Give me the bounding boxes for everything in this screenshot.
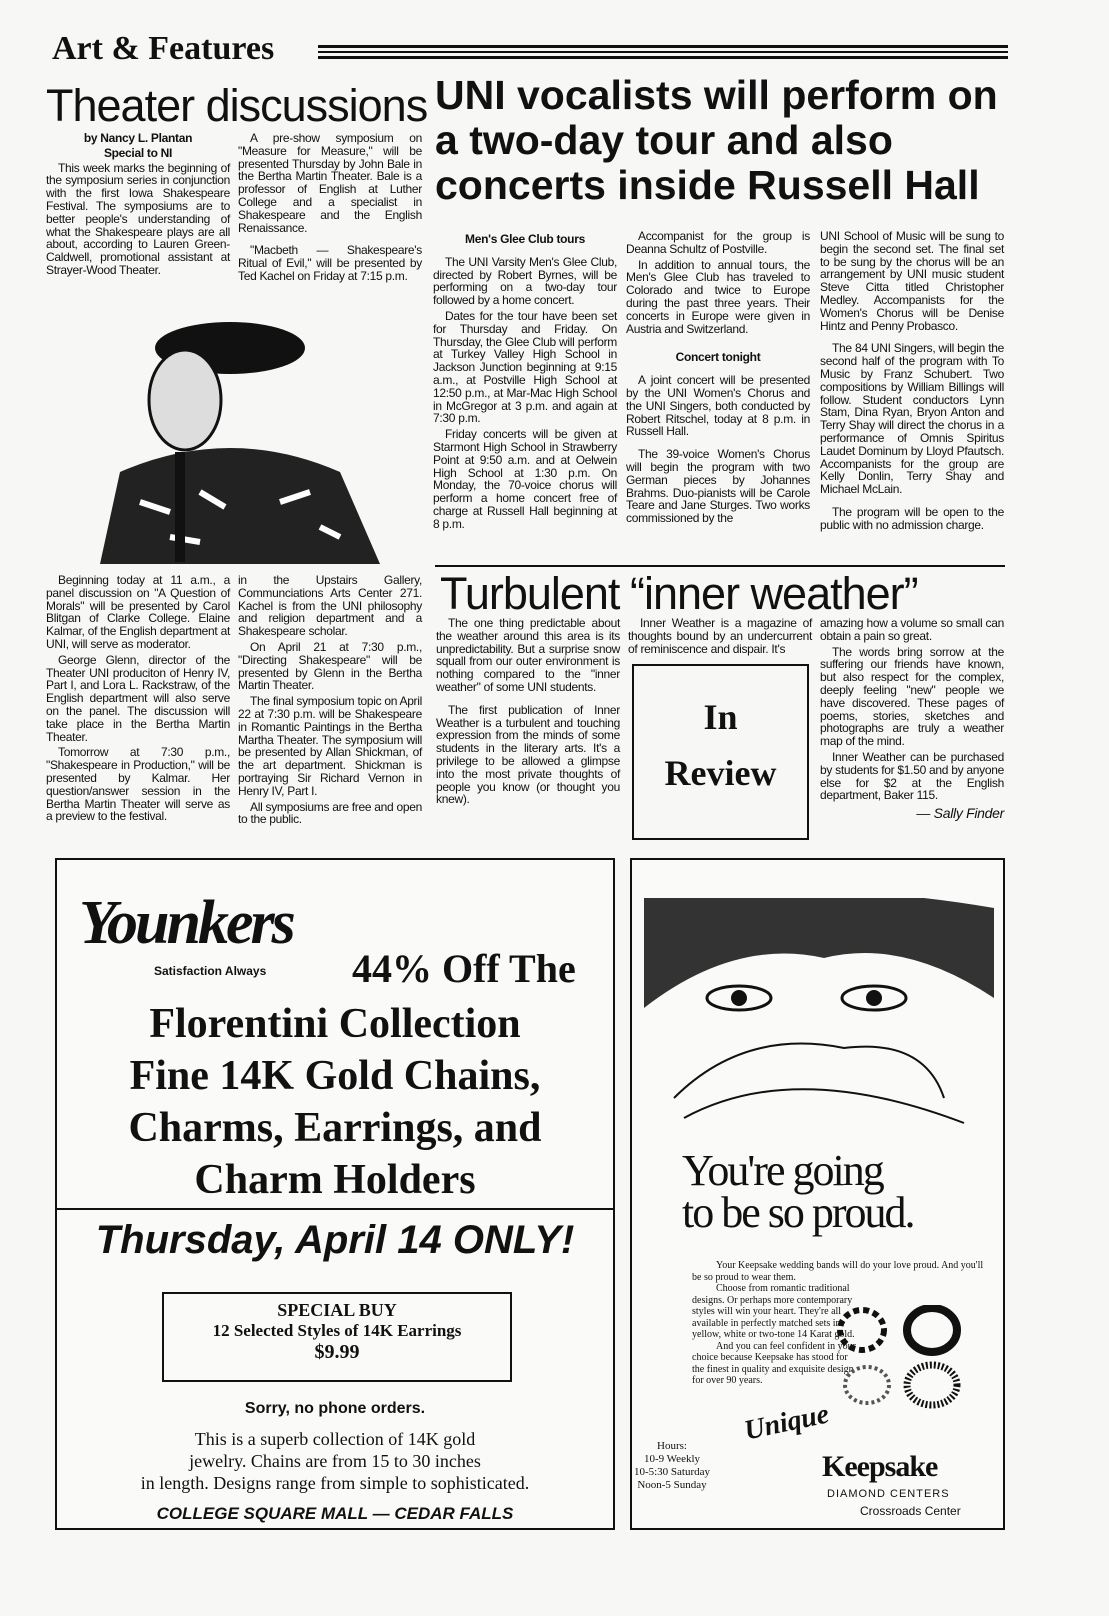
diamond-centers: DIAMOND CENTERS xyxy=(827,1488,950,1500)
theater-headline: Theater discussions xyxy=(46,80,428,131)
paragraph: amazing how a volume so small can obtain a pain so great. xyxy=(820,616,1004,643)
subhead: Concert tonight xyxy=(675,350,761,365)
hours-line: Hours: xyxy=(657,1440,687,1452)
hours-line: 10-5:30 Saturday xyxy=(633,1466,711,1478)
ad-headline: 44% Off The xyxy=(352,946,576,991)
paragraph: Inner Weather can be purchased by students for $1.50 and by anyone else for $2 at the English department, Baker 115. xyxy=(820,749,1004,803)
glee-col-2 xyxy=(626,230,810,528)
paragraph: The 39-voice Women's Chorus will begin the program with two German pieces by Johannes Brahms. Duo-pianists will be Carole Teare and Jane Sturges. Two works commissioned by the xyxy=(626,447,810,526)
ad-headline-line: Fine 14K Gold Chains, xyxy=(129,1053,541,1099)
paragraph: The 84 UNI Singers, will begin the second half of the program with To Music by Franz Schubert. Two compositions by William Billings will follow. Student conductors Lynn Stam, Dina Ryan, Bryon Anton and Terry Shay will direct the chorus in a performance of Omnis Spiritus Laudet Dominum by Lloyd Pfautsch. Accompanists for the group are Kelly Donlin, Terry Shay and Michael McLain. xyxy=(820,341,1004,497)
sale-date: Thursday, April 14 ONLY! xyxy=(95,1218,575,1262)
paragraph: The program will be open to the public with no admission charge. xyxy=(820,504,1004,532)
paragraph: Tomorrow at 7:30 p.m., "Shakespeare in Production," will be presented by Kalmar. Her question/answer session in the Bertha Martin Theater will serve as a preview to the festival. xyxy=(46,745,230,824)
byline: by Nancy L. Plantan xyxy=(83,131,193,145)
special-desc: 12 Selected Styles of 14K Earrings xyxy=(212,1321,462,1340)
theater-col-4 xyxy=(238,574,422,829)
slogan-line: You're going xyxy=(682,1146,883,1195)
ad-headline-lines xyxy=(57,998,613,1206)
desc-line: This is a superb collection of 14K gold xyxy=(194,1429,476,1449)
paragraph: in the Upstairs Gallery, Communciations Arts Center 271. Kachel is from the UNI philosophy and religion department and a Shakespeare scholar. xyxy=(238,573,422,639)
special-buy-box xyxy=(162,1292,512,1382)
paragraph: UNI School of Music will be sung to begin the second set. The final set to be sung by the chorus will be an arrangement by UNI music student Steve Citta titled Christopher Medley. Accompanists for the Women's Chorus will be Denise Hintz and Penny Probasco. xyxy=(820,229,1004,333)
in-review-label: In xyxy=(703,697,738,737)
ad-headline-line: Charms, Earrings, and xyxy=(128,1105,542,1151)
theater-col-3 xyxy=(46,574,230,826)
paragraph: Beginning today at 11 a.m., a panel discussion on "A Question of Morals" will be presented by Carol Blitgan of Clarke College. Elaine Kalmar, of the English department at UNI, will serve as moderator. xyxy=(46,573,230,651)
divider xyxy=(435,565,1005,567)
paragraph: In addition to annual tours, the Men's Glee Club has traveled to Colorado and twice to Europe during the past three years. Their concerts in Europe were given in Austria and Switzerland. xyxy=(626,257,810,336)
paragraph: Choose from romantic traditional designs. Or perhaps more contemporary styles will win your heart. They're all available in perfectly matched sets in yellow, white or two-tone 14 Karat gold. xyxy=(692,1283,855,1340)
paragraph: The first publication of Inner Weather is a turbulent and touching expression from the minds of some students in the literary arts. It's a privilege to be allowed a glimpse into the most private thoughts of people you know (or thought you knew). xyxy=(436,702,620,807)
paragraph: On April 21 at 7:30 p.m., "Directing Shakespeare" will be presented by Glenn in the Bertha Martin Theater. xyxy=(238,639,422,693)
paragraph: All symposiums are free and open to the public. xyxy=(238,799,422,827)
desc-line: in length. Designs range from simple to sophisticated. xyxy=(140,1473,530,1493)
paragraph: A joint concert will be presented by the UNI Women's Chorus and the UNI Singers, both conducted by Robert Ritschel, today at 8 p.m. in Russell Hall. xyxy=(626,373,810,439)
paragraph: The one thing predictable about the weather around this area is its unpredictability. But a surprise snow squall from our outer environment is nothing compared to the "inner weather" of some UNI students. xyxy=(436,616,620,694)
paragraph: And you can feel confident in your choice because Keepsake has stood for the finest in quality and exquisite design for over 90 years. xyxy=(692,1340,856,1386)
woman-illustration xyxy=(644,898,994,1130)
theater-col-2 xyxy=(238,132,422,286)
section-rule xyxy=(318,45,1008,59)
theater-col-1 xyxy=(46,132,230,280)
ad-headline-line: Florentini Collection xyxy=(149,1001,521,1047)
paragraph: A pre-show symposium on "Measure for Measure," will be presented Thursday by John Bale in the Bertha Martin Theater. Bale is a professor of English at Luther College and a specialist in Shakespeare and the English Renaissance. xyxy=(238,131,422,235)
rings-illustration xyxy=(832,1305,972,1415)
signoff: — Sally Finder xyxy=(916,805,1004,822)
weather-col-1 xyxy=(436,617,620,809)
paragraph: The words bring sorrow at the suffering our friends have known, but also respect for the complex, deeply feeling "new" people we have discovered. These pages of poems, stories, sketches and photographs are truly a weather map of the mind. xyxy=(820,644,1004,749)
hours-line: Noon-5 Sunday xyxy=(637,1479,707,1491)
desc-line: jewelry. Chains are from 15 to 30 inches xyxy=(189,1451,481,1471)
unique-script: Unique xyxy=(741,1398,832,1447)
subhead: Men's Glee Club tours xyxy=(465,232,585,246)
paragraph: "Macbeth — Shakespeare's Ritual of Evil," will be presented by Ted Kachel on Friday at 7:15 p.m. xyxy=(238,243,422,283)
section-title: Art & Features xyxy=(52,30,275,67)
ad-description xyxy=(57,1428,613,1494)
slogan-line: to be so proud. xyxy=(682,1188,914,1237)
keepsake-logo: Keepsake xyxy=(822,1450,938,1483)
weather-headline-1: Turbulent xyxy=(440,568,620,619)
divider xyxy=(57,1208,613,1210)
paragraph: Dates for the tour have been set for Thursday and Friday. On Thursday, the Glee Club will perform at Turkey Valley High School in Jackson Junction beginning at 9:15 a.m., at Postville High School at 12:50 p.m., at Mar-Mac High School in McGregor at 3 p.m. and again at 7:30 p.m. xyxy=(433,308,617,426)
paragraph: The UNI Varsity Men's Glee Club, directed by Robert Byrnes, will be performing on a two-day tour followed by a home concert. xyxy=(433,254,617,308)
credit: Special to NI xyxy=(103,145,173,160)
in-review-label: Review xyxy=(664,753,777,793)
paragraph: Accompanist for the group is Deanna Schultz of Postville. xyxy=(626,229,810,256)
glee-col-1 xyxy=(433,230,617,534)
weather-col-2 xyxy=(628,617,812,658)
paragraph: The final symposium topic on April 22 at 7:30 p.m. will be Shakespeare in Romantic Paintings in the Bertha Martha Theater. The symposium will be presented by Allan Shickman, of the art department. Shickman is portraying Sir Richard Vernon in Henry IV, Part I. xyxy=(238,694,422,798)
in-review-box xyxy=(632,664,809,840)
store-hours xyxy=(632,1440,712,1492)
paragraph: This week marks the beginning of the symposium series in conjunction with the first Iowa Shakespeare Festival. The symposiums are to better people's understanding of what the Shakespeare plays are all about, according to Lauren Green-Caldwell, promotional assistant at Strayer-Wood Theater. xyxy=(46,160,230,277)
keepsake-slogan xyxy=(682,1146,914,1237)
no-phone-notice: Sorry, no phone orders. xyxy=(244,1400,426,1417)
paragraph: Inner Weather is a magazine of thoughts bound by an undercurrent of reminiscence and dispair. It's xyxy=(628,616,812,656)
tagline: Satisfaction Always xyxy=(154,964,267,978)
store-location: Crossroads Center xyxy=(860,1504,961,1518)
vocalists-headline: UNI vocalists will perform on a two-day tour and also concerts inside Russell Hall xyxy=(435,72,998,208)
paragraph: George Glenn, director of the Theater UNI produciton of Henry IV, Part I, and Lora L. Rackstraw, of the English department will also serve on the panel. The discussion will take place in the Bertha Martin Theater. xyxy=(46,652,230,744)
hours-line: 10-9 Weekly xyxy=(643,1453,701,1465)
ad-location: COLLEGE SQUARE MALL — CEDAR FALLS xyxy=(156,1504,514,1523)
special-label: SPECIAL BUY xyxy=(277,1300,397,1320)
shakespeare-illustration xyxy=(80,312,400,564)
weather-headline-2: “inner weather” xyxy=(630,568,918,619)
price: $9.99 xyxy=(314,1341,360,1363)
weather-col-3 xyxy=(820,617,1004,822)
ad-headline-line: Charm Holders xyxy=(194,1157,476,1203)
keepsake-ad xyxy=(630,858,1005,1530)
glee-col-3 xyxy=(820,230,1004,535)
paragraph: Friday concerts will be given at Starmont High School in Strawberry Point at 9:50 a.m. and at Oelwein High School at 1:30 p.m. On Monday, the 70-voice chorus will perform a home concert free of charge at Russell Hall beginning at 8 p.m. xyxy=(433,427,617,531)
younkers-ad xyxy=(55,858,615,1530)
younkers-logo: Younkers xyxy=(79,889,293,957)
paragraph: Your Keepsake wedding bands will do your love proud. And you'll be so proud to wear them. xyxy=(692,1260,984,1283)
